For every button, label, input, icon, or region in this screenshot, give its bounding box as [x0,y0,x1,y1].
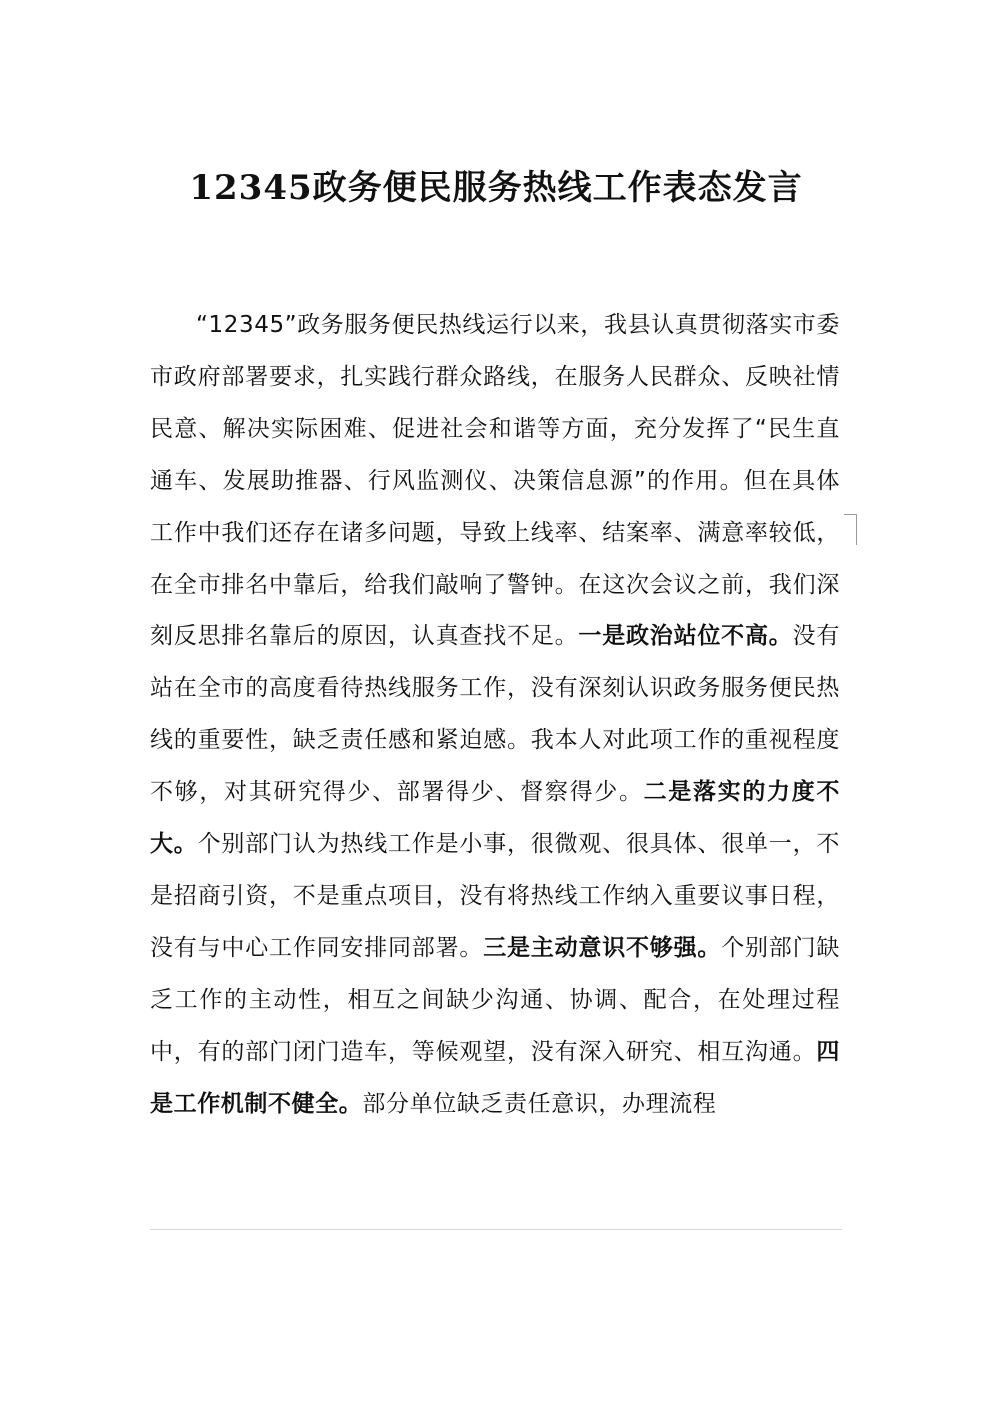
point-4-text: 部分单位缺乏责任意识，办理流程 [362,1090,717,1117]
margin-corner-mark [844,514,857,545]
document-title: 12345政务便民服务热线工作表态发言 [189,168,803,208]
bottom-divider [150,1229,842,1230]
point-4-heading: 四是工作机制不健全。 [150,1038,840,1117]
intro-text: “12345”政务服务便民热线运行以来，我县认真贯彻落实市委市政府部署要求，扎实践行群众路线，在服务人民群众、反映社情民意、解决实际困难、促进社会和谐等方面，充分发挥了“民生直通车、发展助推器、行风监测仪、决策信息源”的作用。但在具体工作中我们还存在诸多问题，导致上线率、结案率、满意率较低，在全市排名中靠后，给我们敲响了警钟。在这次会议之前，我们深刻反思排名靠后的原因，认真查找不足。 [150,312,840,650]
point-3-text: 个别部门缺乏工作的主动性，相互之间缺少沟通、协调、配合，在处理过程中，有的部门闭门造车，等候观望，没有深入研究、相互沟通。 [150,934,841,1065]
point-1-text: 没有站在全市的高度看待热线服务工作，没有深刻认识政务服务便民热线的重要性，缺乏责任感和紧迫感。我本人对此项工作的重视程度不够，对其研究得少、部署得少、督察得少。 [150,623,840,806]
point-1-heading: 一是政治站位不高。 [578,623,793,650]
document-body-paragraph [150,300,840,1131]
point-3-heading: 三是主动意识不够强。 [483,934,722,961]
point-2-text: 个别部门认为热线工作是小事，很微观、很具体、很单一，不是招商引资，不是重点项目，没有将热线工作纳入重要议事日程，没有与中心工作同安排同部署。 [150,831,841,961]
point-2-heading: 二是落实的力度不大。 [150,779,840,858]
